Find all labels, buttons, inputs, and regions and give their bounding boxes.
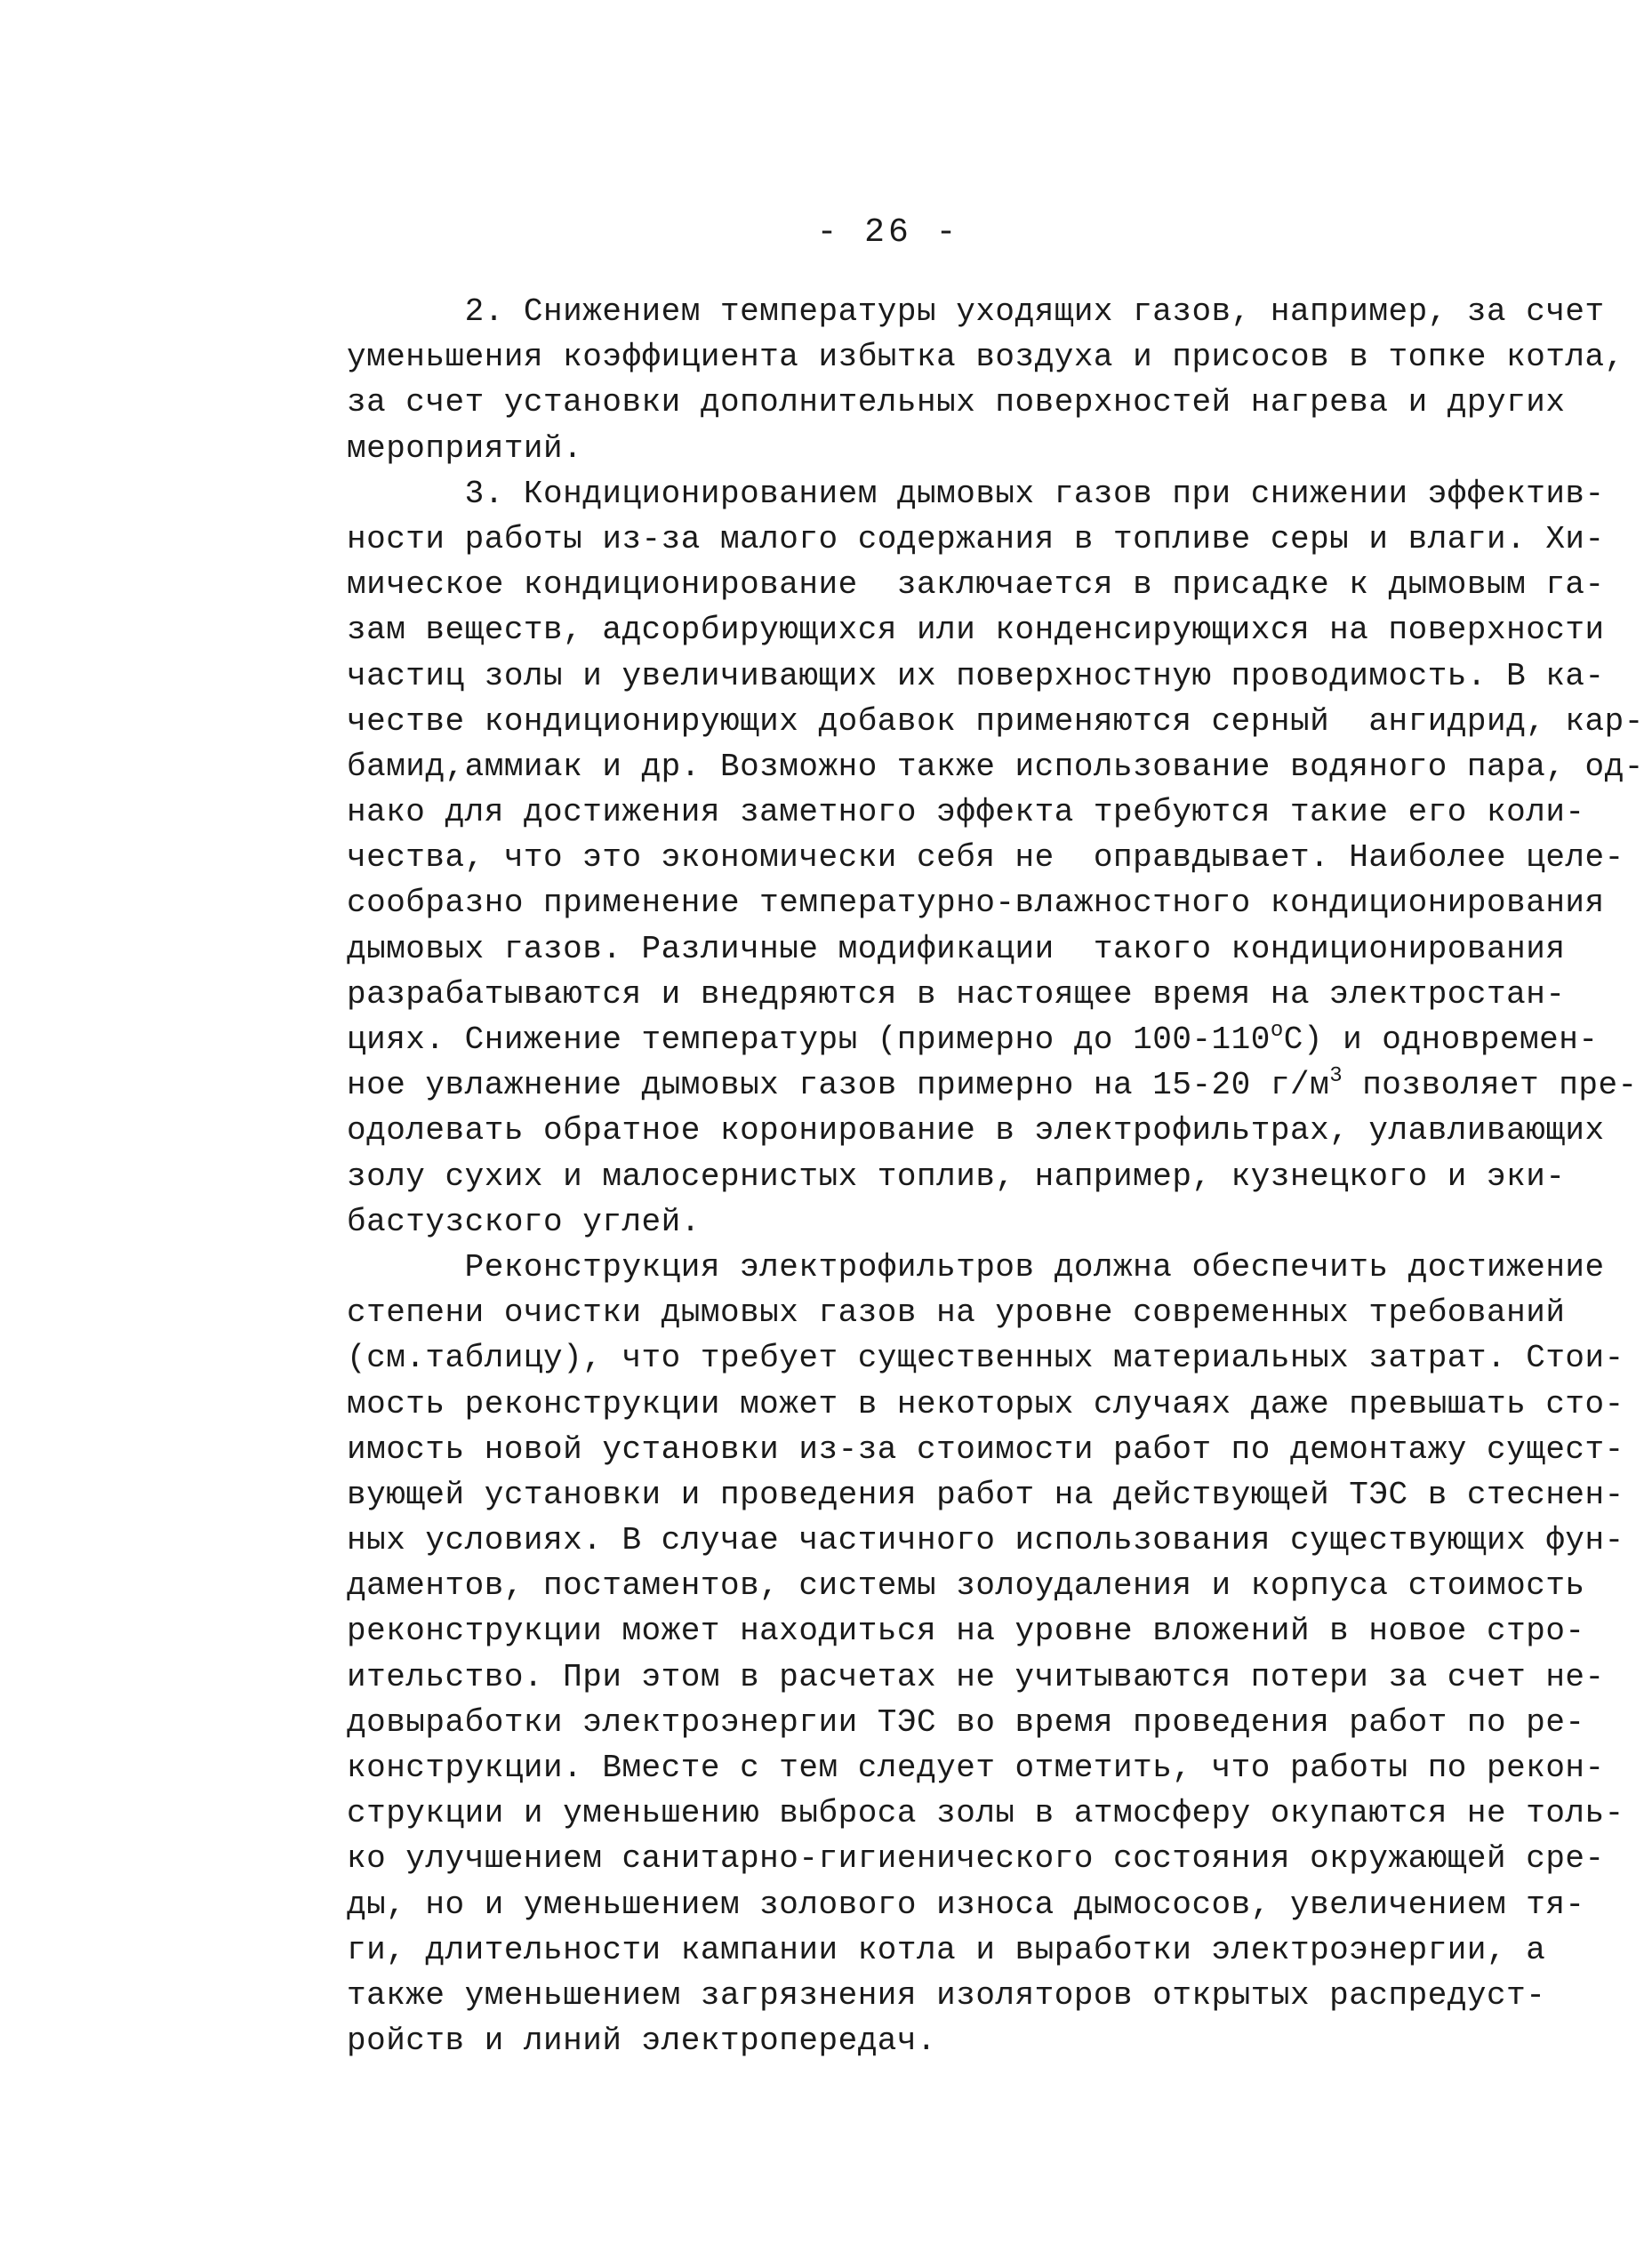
text-line: ды, но и уменьшением золового износа дымососов, увеличением тя- [347,1886,1585,1923]
text-line: мическое кондиционирование заключается в присадке к дымовым га- [347,566,1605,604]
text-line: конструкции. Вместе с тем следует отметить, что работы по рекон- [347,1750,1605,1786]
text-line: ги, длительности кампании котла и выработки электроэнергии, а [347,1931,1546,1968]
text-line: реконструкции может находиться на уровне вложений в новое стро- [347,1613,1585,1650]
text-line: нако для достижения заметного эффекта требуются такие его коли- [347,794,1585,831]
text-line: чества, что это экономически себя не оправдывает. Наиболее целе- [347,839,1624,877]
text-line: одолевать обратное коронирование в электрофильтрах, улавливающих [347,1112,1605,1150]
text-line: дымовых газов. Различные модификации такого кондиционирования [347,930,1566,967]
text-line: вующей установки и проведения работ на действующей ТЭС в стеснен- [347,1476,1624,1513]
text-line: довыработки электроэнергии ТЭС во время проведения работ по ре- [347,1703,1585,1741]
text-line: ности работы из-за малого содержания в топливе серы и влаги. Хи- [347,520,1605,557]
text-line: разрабатываются и внедряются в настоящее время на электростан- [347,975,1566,1013]
text-line: за счет установки дополнительных поверхностей нагрева и других [347,384,1566,421]
text-segment: циях. Снижение температуры (примерно до 100-110 [347,1021,1271,1058]
text-line [347,1017,1599,1062]
text-line: имость новой установки из-за стоимости работ по демонтажу сущест- [347,1430,1624,1468]
text-line: зам веществ, адсорбирующихся или конденсирующихся на поверхности [347,612,1605,649]
text-segment: С) и одновремен- [1283,1021,1599,1058]
text-line: мость реконструкции может в некоторых случаях даже превышать сто- [347,1385,1624,1422]
body-text [347,289,1644,2063]
text-line: струкции и уменьшению выброса золы в атмосферу окупаются не толь- [347,1795,1624,1832]
text-line: сообразно применение температурно-влажностного кондиционирования [347,885,1605,922]
text-line: 3. Кондиционированием дымовых газов при снижении эффектив- [347,475,1605,512]
text-segment: позволяет пре- [1343,1067,1638,1104]
text-line: мероприятий. [347,429,583,467]
text-line: честве кондиционирующих добавок применяются серный ангидрид, кар- [347,702,1644,740]
text-line: 2. Снижением температуры уходящих газов, например, за счет [347,293,1605,330]
superscript: о [1270,1019,1284,1043]
text-line: (см.таблицу), что требует существенных материальных затрат. Стои- [347,1340,1624,1377]
text-line: также уменьшением загрязнения изоляторов открытых распредуст- [347,1976,1546,2014]
superscript: 3 [1329,1064,1343,1089]
text-line: бастузского углей. [347,1203,701,1240]
text-line: частиц золы и увеличивающих их поверхностную проводимость. В ка- [347,657,1605,694]
text-line: степени очистки дымовых газов на уровне современных требований [347,1294,1566,1332]
text-line: бамид,аммиак и др. Возможно также использование водяного пара, од- [347,748,1644,785]
text-segment: ное увлажнение дымовых газов примерно на 15-20 г/м [347,1067,1330,1104]
text-line: ройств и линий электропередач. [347,2023,937,2060]
text-line: ительство. При этом в расчетах не учитываются потери за счет не- [347,1658,1605,1695]
text-line: золу сухих и малосернистых топлив, например, кузнецкого и эки- [347,1158,1566,1195]
page-number: - 26 - [816,213,960,252]
text-line: уменьшения коэффициента избытка воздуха и присосов в топке котла, [347,339,1624,376]
text-line: даментов, постаментов, системы золоудаления и корпуса стоимость [347,1567,1585,1605]
text-line: ных условиях. В случае частичного использования существующих фун- [347,1522,1624,1559]
text-line [347,1062,1638,1108]
text-line: ко улучшением санитарно-гигиенического состояния окружающей сре- [347,1840,1605,1878]
text-line: Реконструкция электрофильтров должна обеспечить достижение [347,1248,1605,1286]
